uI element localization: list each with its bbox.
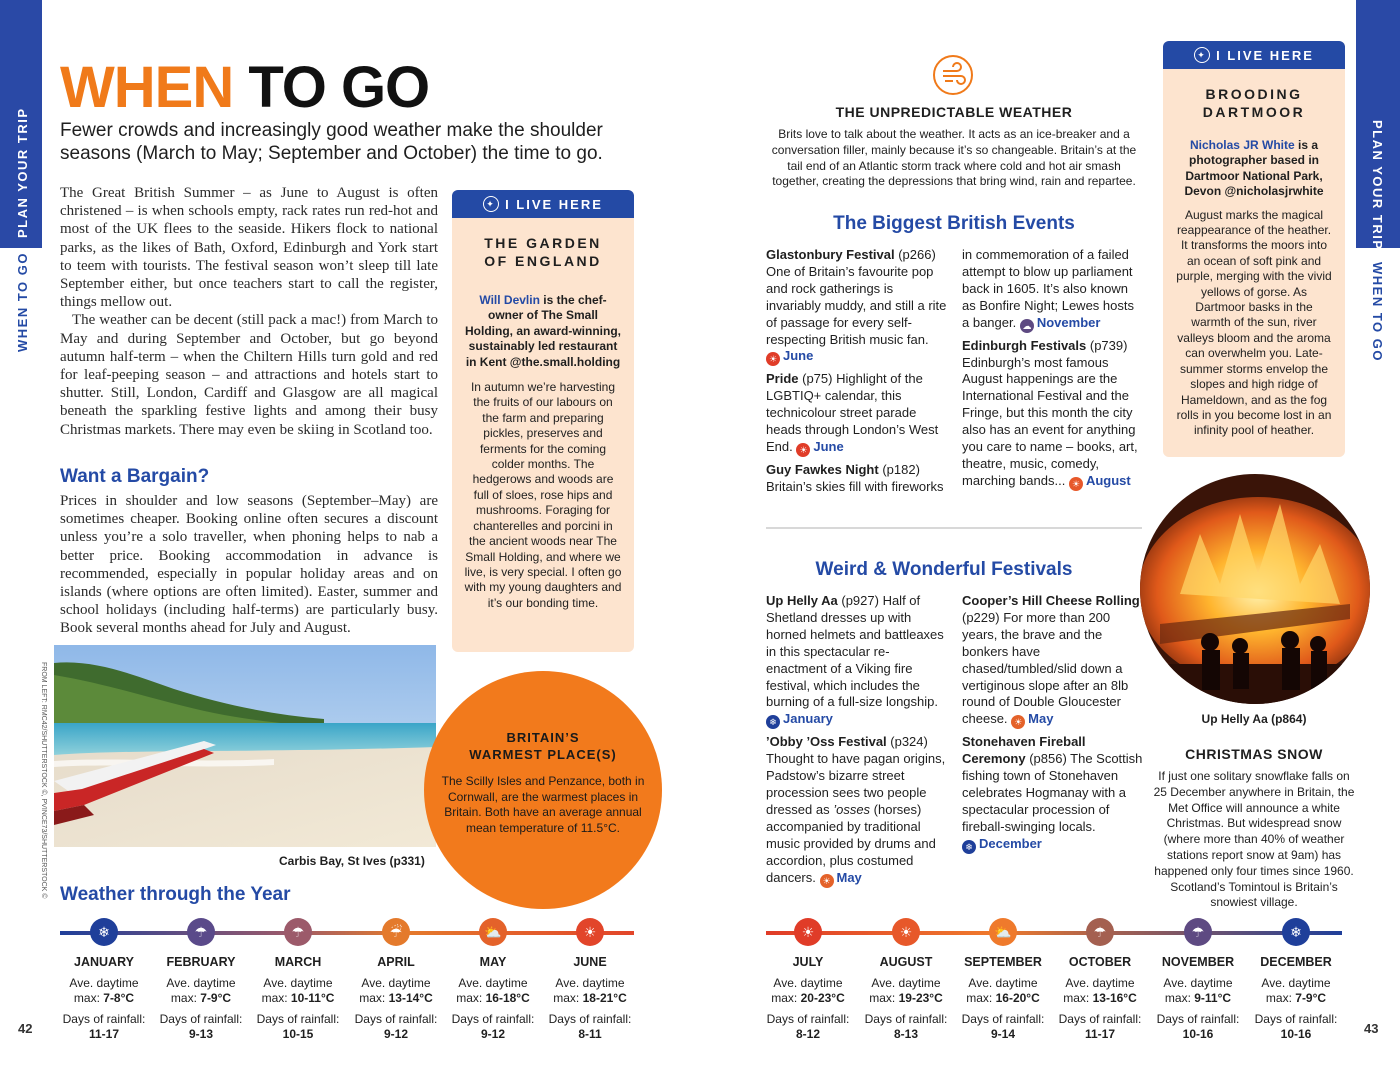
page-title-word2: TO GO	[248, 55, 430, 120]
timeline-rainfall: Days of rainfall: 8-12	[766, 1012, 850, 1041]
festival-up-helly-aa: Up Helly Aa (p927) Half of Shetland dresses up with horned helmets and battleaxes in this spectacular re-enactment of a Viking fire festival, which includes the burning of a full-size longship. ❄ January	[766, 593, 944, 728]
timeline-line-left	[60, 931, 634, 935]
rain-cloud-icon: ☂	[1184, 918, 1212, 946]
timeline-rainfall: Days of rainfall: 10-16	[1254, 1012, 1338, 1041]
timeline-temperature: Ave. daytime max: 13-16°C	[1063, 976, 1137, 1005]
page-number-right: 43	[1364, 1021, 1379, 1036]
timeline-temperature: Ave. daytime max: 16-20°C	[966, 976, 1040, 1005]
timeline-temperature: Ave. daytime max: 20-23°C	[771, 976, 845, 1005]
body-paragraph-1: The Great British Summer – as June to August is often christened – is when schools empty, rack rates run red-hot and most of the UK flees to the seaside. Hikers flock to national parks, as the likes of Bath, Oxford, Edinburgh and York start to teem with tourists. The festival season won’t sleep till late September either, but once teachers start to call the register, things mellow out.	[60, 185, 438, 311]
wind-icon	[933, 55, 973, 95]
rain-cloud-icon: ☂	[187, 918, 215, 946]
timeline-temperature: Ave. daytime max: 19-23°C	[869, 976, 943, 1005]
festival-cheese-rolling: Cooper’s Hill Cheese Rolling (p229) For more than 200 years, the brave and the bonkers have chased/tumbled/slid down a vertiginous slope after an 8lb round of Double Gloucester cheese. ☀ May	[962, 593, 1140, 728]
right-tab-label: PLAN YOUR TRIP	[1370, 120, 1385, 251]
fire-caption: Up Helly Aa (p864)	[1201, 712, 1307, 726]
live-box-title: BROODING DARTMOOR	[1202, 86, 1306, 120]
i-live-here-header: ✦ I LIVE HERE	[1163, 41, 1345, 69]
timeline-rainfall: Days of rainfall: 11-17	[1058, 1012, 1142, 1041]
i-live-here-box-dartmoor	[1163, 41, 1345, 457]
timeline-month-name: NOVEMBER	[1161, 955, 1235, 969]
intro-text: Fewer crowds and increasingly good weather make the shoulder seasons (March to May; September and October) the time to go.	[60, 120, 603, 164]
festivals-heading: Weird & Wonderful Festivals	[815, 559, 1073, 580]
sun-cloud-icon: ⛅	[479, 918, 507, 946]
timeline-rainfall: Days of rainfall: 10-15	[256, 1012, 340, 1041]
up-helly-aa-photo	[1140, 474, 1370, 704]
live-box-quote: August marks the magical reappearance of the heather. It transforms the moors into an ocean of soft pink and purple, merging with the vivid yellows of gorse. As Dartmoor basks in the warmth of the sun, river valleys bloom and the aroma can overwhelm you. Late-summer storms envelop the slopes and high ridge of Hameldown, and as the fog rolls in you become lost in an infinity pool of heather.	[1176, 207, 1332, 438]
timeline-month-name: AUGUST	[879, 955, 933, 969]
fire-illustration	[1140, 474, 1370, 704]
festival-obby-oss: ’Obby ’Oss Festival (p324) Thought to have pagan origins, Padstow’s bizarre street procession sees two people dressed as ’osses (horses) accompanied by traditional music provided by drums and accordion, plus costumed dancers. ☀ May	[766, 734, 946, 886]
sun-icon: ☀	[1069, 477, 1083, 491]
contributor-name: Nicholas JR White	[1189, 138, 1295, 152]
timeline-line-right	[766, 931, 1342, 935]
live-box-intro: Nicholas JR White is a photographer based in Dartmoor National Park, Devon @nicholasjrwhite	[1184, 138, 1324, 199]
timeline-month-name: JUNE	[573, 955, 607, 969]
timeline-temperature: Ave. daytime max: 10-11°C	[261, 976, 335, 1005]
bargain-heading: Want a Bargain?	[60, 466, 210, 487]
timeline-month-name: FEBRUARY	[166, 955, 236, 969]
warmest-places-text: The Scilly Isles and Penzance, both in Cornwall, are the warmest places in Britain. Both have an average annual mean temperature of 11.5°C.	[441, 774, 645, 835]
timeline-temperature: Ave. daytime max: 13-14°C	[359, 976, 433, 1005]
timeline-temperature: Ave. daytime max: 9-11°C	[1163, 976, 1233, 1005]
beach-caption: Carbis Bay, St Ives (p331)	[279, 854, 425, 868]
sun-icon: ☀	[796, 443, 810, 457]
body-paragraph-2: The weather can be decent (still pack a mac!) from March to May and during September and October, but go beyond autumn half-term – when the Chiltern Hills turn gold and red for leaf-peeping season – and attractions and hotels start to shutter. Still, London, Cardiff and Glasgow are all magical beneath the sparkling festive lights and among their busy Christmas markets. There may even be skiing in Scotland too.	[60, 312, 438, 438]
page-title	[60, 56, 429, 120]
rain-cloud-icon: ☁	[1020, 319, 1034, 333]
live-box-quote: In autumn we’re harvesting the fruits of our labours on the farm and preparing pickles, preserves and ferments for the coming colder months. The hedgerows and woods are full of sloes, rose hips and mushrooms. Foraging for chanterelles and porcini in the ancient woods near The Small Holding, and where we live, is very special. I often go with my young daughters and it’s our bonding time.	[464, 380, 622, 610]
sun-rain-icon: ☔	[382, 918, 410, 946]
timeline-temperature: Ave. daytime max: 7-8°C	[69, 976, 139, 1005]
sun-cloud-icon: ⛅	[989, 918, 1017, 946]
left-tab-label: PLAN YOUR TRIP	[15, 107, 30, 238]
festivals-column-right	[962, 593, 1144, 859]
events-heading: The Biggest British Events	[833, 213, 1075, 234]
i-live-here-box-garden	[452, 190, 634, 652]
page-title-word1: WHEN	[60, 55, 234, 120]
snowflake-icon: ❄	[1282, 918, 1310, 946]
timeline-month-name: JULY	[792, 955, 824, 969]
event-glastonbury: Glastonbury Festival (p266) One of Britain’s favourite pop and rock gatherings is invariably muddy, and still a rite of passage for every self-respecting British music fan. ☀ June	[766, 247, 947, 365]
sun-icon: ☀	[892, 918, 920, 946]
timeline-temperature: Ave. daytime max: 16-18°C	[456, 976, 530, 1005]
snowflake-icon: ❄	[962, 840, 976, 854]
christmas-snow-text: If just one solitary snowflake falls on 25 December anywhere in Britain, the Met Office will announce a white Christmas. But widespread snow (where more than 40% of weather stations report snow at 9am) has happened only four times since 1960. Scotland’s Tomintoul is Britain’s snowiest village.	[1153, 769, 1355, 910]
event-guy-fawkes: Guy Fawkes Night (p182) Britain’s skies fill with fireworks	[766, 462, 944, 494]
event-pride: Pride (p75) Highlight of the LGBTIQ+ calendar, this technicolour street parade heads through London’s West End. ☀ June	[766, 371, 939, 456]
event-edinburgh: Edinburgh Festivals (p739) Edinburgh’s most famous August happenings are the International Festival and the Fringe, but this month the city also has an event for anything you care to name – books, art, theatre, music, comedy, marching bands... ☀ August	[962, 337, 1138, 489]
festivals-column-left	[766, 593, 948, 893]
timeline-rainfall: Days of rainfall: 8-11	[548, 1012, 632, 1041]
festival-stonehaven: Stonehaven Fireball Ceremony (p856) The Scottish fishing town of Stonehaven celebrates Hogmanay with a spectacular procession of fireball-swinging locals. ❄ December	[962, 734, 1143, 852]
i-live-here-header: ✦ I LIVE HERE	[452, 190, 634, 218]
timeline-month-name: APRIL	[377, 955, 415, 969]
timeline-rainfall: Days of rainfall: 11-17	[62, 1012, 146, 1041]
rain-cloud-icon: ☂	[1086, 918, 1114, 946]
weather-box-title: THE UNPREDICTABLE WEATHER	[835, 104, 1073, 120]
warmest-places-title: BRITAIN’S WARMEST PLACE(S)	[469, 730, 617, 762]
event-guy-fawkes-cont: in commemoration of a failed attempt to blow up parliament back in 1605. It’s also known as Bonfire Night; Lewes hosts a banger. ☁ November	[962, 247, 1134, 331]
photo-credit: FROM LEFT: RMC42/SHUTTERSTOCK ©, PVINCE73/SHUTTERSTOCK ©	[40, 662, 47, 899]
timeline-temperature: Ave. daytime max: 18-21°C	[553, 976, 627, 1005]
timeline-month-name: OCTOBER	[1068, 955, 1132, 969]
live-box-intro: Will Devlin is the chef-owner of The Small Holding, an award-winning, sustainably led restaurant in Kent @the.small.holding	[465, 293, 621, 369]
location-pin-icon: ✦	[483, 196, 499, 212]
timeline-rainfall: Days of rainfall: 10-16	[1156, 1012, 1240, 1041]
timeline-month-name: MAY	[479, 955, 507, 969]
timeline-temperature: Ave. daytime max: 7-9°C	[1261, 976, 1331, 1005]
events-column-left	[766, 247, 948, 501]
sun-icon: ☀	[576, 918, 604, 946]
beach-photo	[54, 645, 436, 847]
warmest-places-circle	[424, 671, 662, 909]
rain-cloud-icon: ☂	[284, 918, 312, 946]
body-paragraph-3: Prices in shoulder and low seasons (September–May) are sometimes cheaper. Booking online often secures a discount unless you’re a solo traveller, when phoning helps to nab a better price. Booking accommodation in advance is recommended, especially in popular holiday areas and on islands (where options are often limited). Easter, summer and school holidays (including half-terms) are particularly busy. Book several months ahead for July and August.	[60, 493, 438, 637]
christmas-snow-title: CHRISTMAS SNOW	[1185, 746, 1323, 762]
weather-box-text: Brits love to talk about the weather. It acts as an ice-breaker and a conversation filler, mainly because it’s so changeable. Britain’s at the tail end of an Atlantic storm track where cold and hot air smash together, creating the depressions that bring wind, rain and repartee.	[771, 127, 1137, 189]
timeline-month-name: JANUARY	[74, 955, 134, 969]
sun-icon: ☀	[766, 352, 780, 366]
sun-icon: ☀	[794, 918, 822, 946]
events-column-right	[962, 247, 1144, 496]
right-section-label: WHEN TO GO	[1370, 262, 1385, 362]
page-number-left: 42	[18, 1021, 33, 1036]
body-text-main	[60, 184, 438, 439]
timeline-rainfall: Days of rainfall: 9-14	[961, 1012, 1045, 1041]
timeline-rainfall: Days of rainfall: 9-13	[159, 1012, 243, 1041]
weather-timeline-title: Weather through the Year	[60, 884, 291, 905]
snowflake-icon: ❄	[766, 715, 780, 729]
timeline-rainfall: Days of rainfall: 9-12	[451, 1012, 535, 1041]
timeline-rainfall: Days of rainfall: 9-12	[354, 1012, 438, 1041]
contributor-name: Will Devlin	[479, 293, 540, 307]
timeline-month-name: DECEMBER	[1260, 955, 1332, 969]
timeline-month-name: MARCH	[274, 955, 322, 969]
timeline-temperature: Ave. daytime max: 7-9°C	[166, 976, 236, 1005]
snowflake-icon: ❄	[90, 918, 118, 946]
section-divider	[766, 527, 1142, 529]
left-section-label: WHEN TO GO	[15, 252, 30, 352]
timeline-rainfall: Days of rainfall: 8-13	[864, 1012, 948, 1041]
sun-cloud-icon: ☀	[820, 874, 834, 888]
live-box-title: THE GARDEN OF ENGLAND	[484, 235, 602, 269]
beach-illustration	[54, 645, 436, 847]
sun-cloud-icon: ☀	[1011, 715, 1025, 729]
timeline-month-name: SEPTEMBER	[964, 955, 1042, 969]
location-pin-icon: ✦	[1194, 47, 1210, 63]
